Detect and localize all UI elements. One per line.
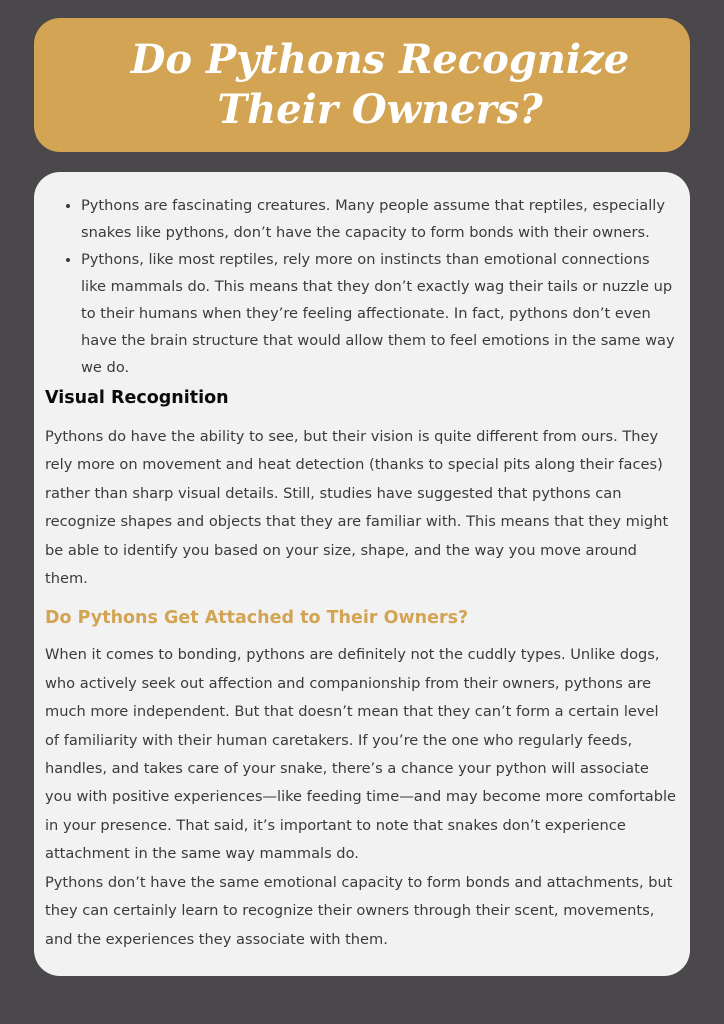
paragraph-summary: Pythons don’t have the same emotional capacity to form bonds and attachments, but they can certainly learn to recognize their owners through their scent, movements, and the experiences they associate with them. xyxy=(45,873,673,948)
title-banner xyxy=(34,18,690,152)
paragraph-attachment: When it comes to bonding, pythons are definitely not the cuddly types. Unlike dogs, who actively seek out affection and companionship from their owners, pythons are much more independent. But that doesn’t mean that they can’t form a certain level of familiarity with their human caretakers. If you’re the one who regularly feeds, handles, and takes care of your snake, there’s a chance your python will associate you with positive experiences—like feeding time—and may become more comfortable in your presence. That said, it’s important to note that snakes don’t experience attachment in the same way mammals do. xyxy=(45,646,677,863)
paragraph-visual-recognition: Pythons do have the ability to see, but their vision is quite different from ours. They rely more on movement and heat detection (thanks to special pits along their faces) rather than sharp visual details. Still, studies have suggested that pythons can recognize shapes and objects that they are familiar with. This means that they might be able to identify you based on your size, shape, and the way you move around them. xyxy=(45,428,669,588)
page-title: Do Pythons Recognize Their Owners? xyxy=(130,36,630,133)
section-heading-visual-recognition: Visual Recognition xyxy=(45,388,229,408)
list-item: • Pythons are fascinating creatures. Many people assume that reptiles, especially snakes like pythons, don’t have the capacity to form bonds with their owners. xyxy=(81,192,676,246)
list-item: • Pythons, like most reptiles, rely more on instincts than emotional connections like mammals do. This means that they don’t exactly wag their tails or nuzzle up to their humans when they’re feeling affectionate. In fact, pythons don’t even have the brain structure that would allow them to feel emotions in the same way we do. xyxy=(81,246,676,381)
intro-bullet-list xyxy=(45,192,676,381)
content-card xyxy=(34,172,690,976)
section-heading-attachment: Do Pythons Get Attached to Their Owners? xyxy=(45,608,469,629)
